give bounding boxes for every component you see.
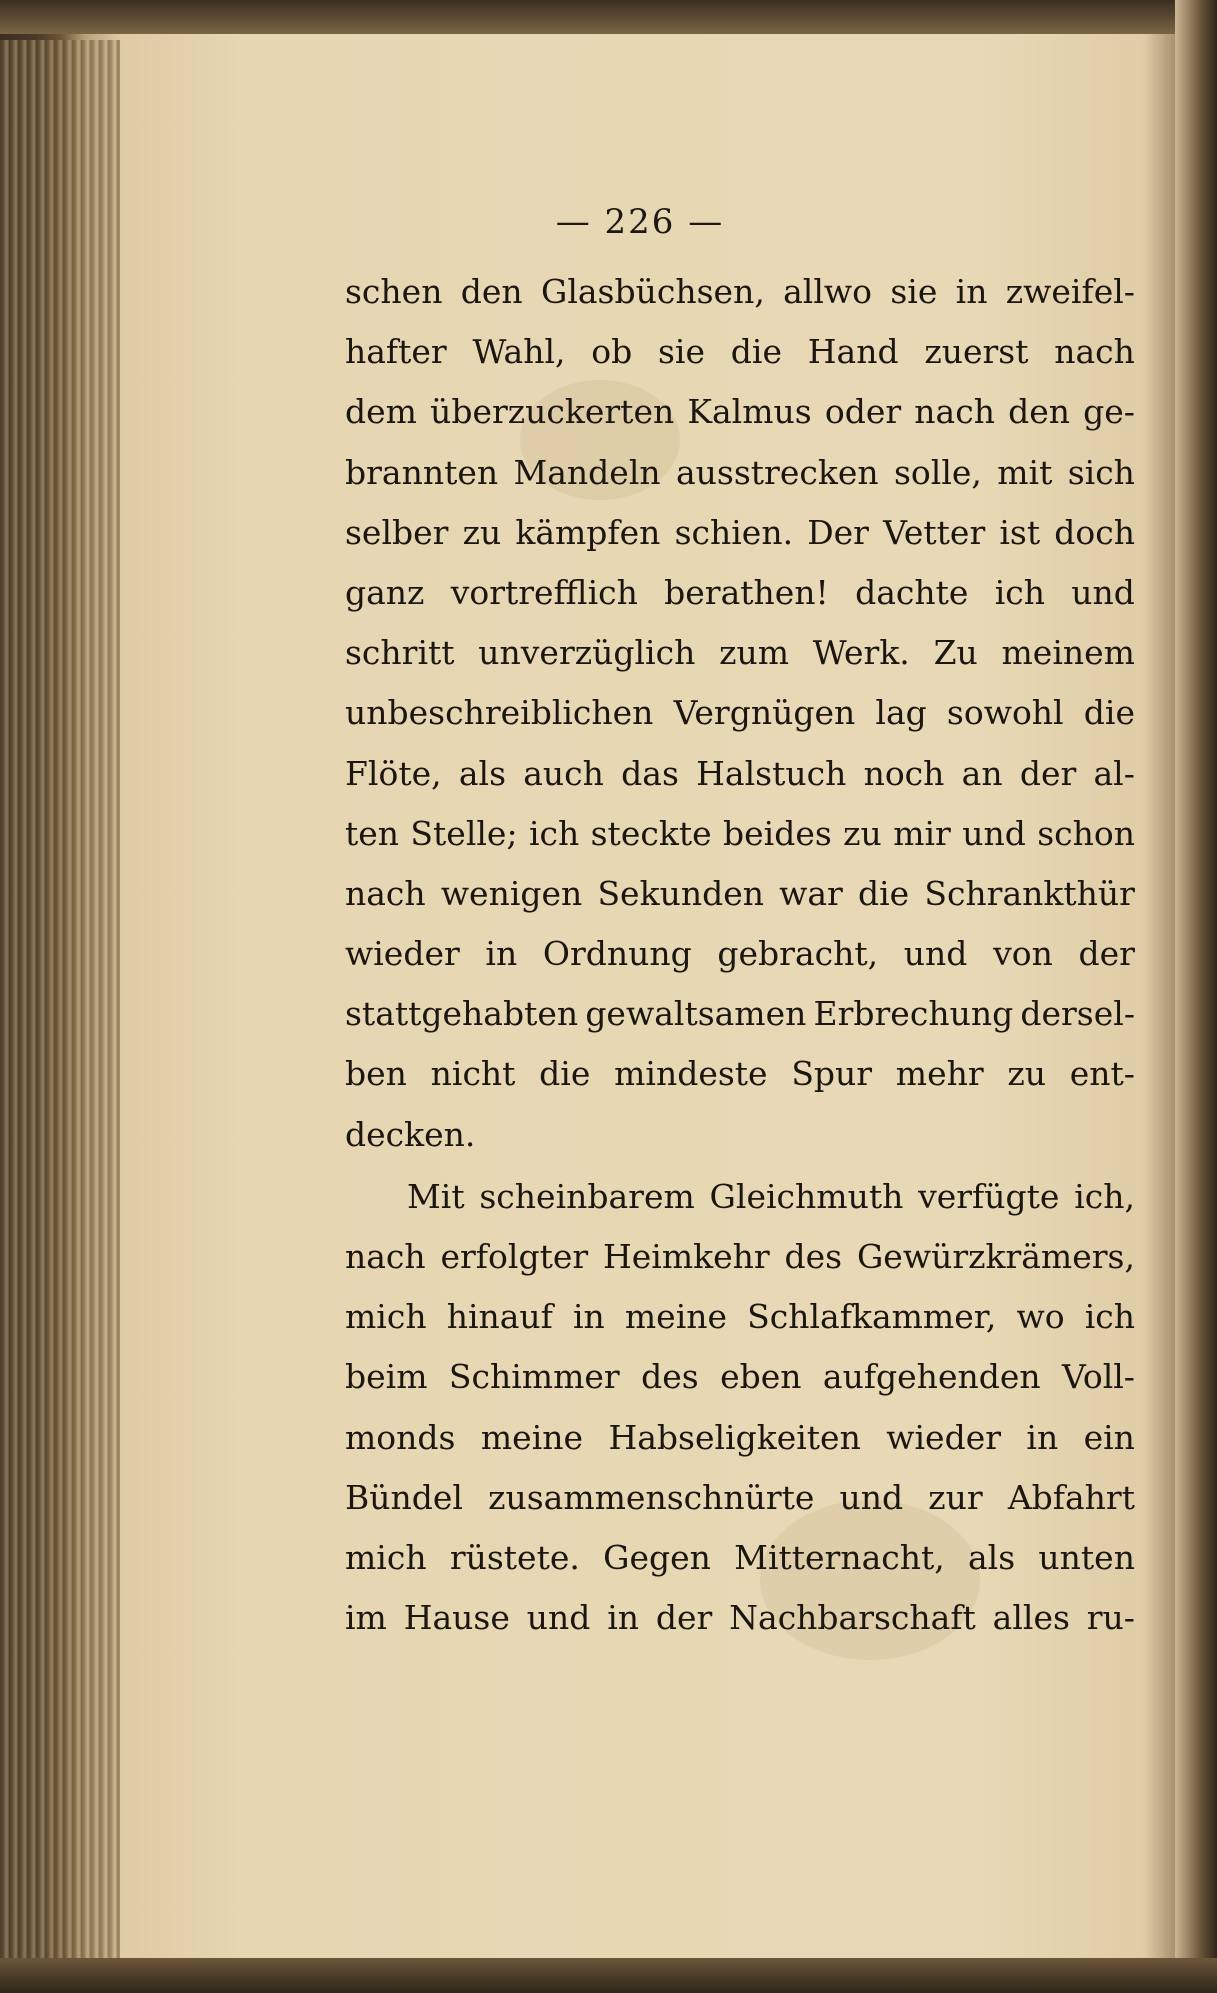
word: das (621, 753, 679, 793)
word: in (572, 1297, 605, 1337)
word: vortrefflich (450, 572, 638, 612)
word: brannten (345, 452, 499, 492)
text-line (345, 623, 1135, 683)
word: ent- (1069, 1054, 1135, 1094)
text-line (345, 1347, 1135, 1407)
word: Mit (407, 1176, 465, 1216)
word: dachte (855, 572, 969, 612)
word: mich (345, 1537, 427, 1577)
word: wenigen (440, 873, 583, 913)
text-line (345, 804, 1135, 864)
word: sowohl (946, 693, 1064, 733)
word: hinauf (446, 1297, 553, 1337)
word: noch (863, 753, 945, 793)
word: wieder (886, 1417, 1001, 1457)
word: Der (807, 512, 869, 552)
word: doch (1054, 512, 1135, 552)
word: meine (624, 1297, 728, 1337)
text-line (345, 1528, 1135, 1588)
word: ru- (1086, 1598, 1135, 1638)
word: Gegen (603, 1537, 711, 1577)
word: alles (992, 1598, 1070, 1638)
word: wieder (345, 934, 460, 974)
text-line (345, 1468, 1135, 1528)
page-stack-edge (0, 40, 120, 1970)
word: dem (345, 392, 417, 432)
word: Ordnung (542, 934, 692, 974)
word: ich (528, 813, 580, 853)
word: erfolgter (440, 1237, 589, 1276)
word: des (641, 1357, 699, 1397)
word: steckte (590, 813, 712, 853)
word: unbeschreiblichen (345, 693, 654, 733)
text-line (345, 262, 1135, 322)
binding-edge (1175, 0, 1217, 1993)
word: lag (875, 693, 927, 733)
word: den (1008, 392, 1070, 432)
word: sie (658, 332, 706, 372)
word: beides (723, 813, 832, 853)
word: des (784, 1237, 843, 1276)
word: und (962, 813, 1026, 853)
word: berathen! (664, 572, 829, 612)
word: beim (345, 1357, 428, 1397)
word: Abfahrt (1007, 1477, 1135, 1517)
word: aufgehenden (822, 1357, 1041, 1397)
text-line (345, 984, 1135, 1044)
word: Heimkehr (602, 1237, 770, 1276)
text-line (345, 1167, 1135, 1227)
word: Hause (403, 1598, 510, 1638)
word: und (1071, 572, 1135, 612)
word: ein (1083, 1417, 1135, 1457)
word: Nachbarschaft (729, 1598, 976, 1638)
word: hafter (345, 332, 447, 372)
word: Schlafkammer, (747, 1297, 997, 1337)
word: auch (523, 753, 604, 793)
word: mir (893, 813, 951, 853)
word: war (779, 873, 843, 913)
word: in (955, 272, 988, 311)
word: Sekunden (597, 873, 764, 913)
word: Habseligkeiten (608, 1417, 861, 1457)
word: Glasbüchsen, (540, 272, 765, 311)
word: zum (719, 633, 790, 673)
text-line (345, 1227, 1135, 1287)
word: gebracht, (717, 934, 879, 974)
text-line (345, 503, 1135, 563)
text-line (345, 563, 1135, 623)
word: zu (843, 813, 882, 853)
word: Gleichmuth (709, 1176, 904, 1216)
word: mehr (895, 1054, 984, 1094)
word: Vergnügen (673, 693, 856, 733)
word: Gewürzkrämers, (856, 1237, 1135, 1276)
word: als (458, 753, 507, 793)
text-line (345, 443, 1135, 503)
word: nach (345, 1237, 426, 1276)
text-line (345, 322, 1135, 382)
word: sie (890, 272, 938, 311)
word: Erbrechung (813, 994, 1014, 1034)
text-line (345, 924, 1135, 984)
word: ich (1084, 1297, 1135, 1337)
text-line (345, 683, 1135, 743)
word: monds (345, 1417, 456, 1457)
word: Mandeln (513, 452, 661, 492)
word: schen (345, 272, 443, 311)
body-text (345, 262, 1135, 1648)
word: Schimmer (448, 1357, 620, 1397)
word: meinem (1001, 633, 1135, 673)
word: zur (928, 1477, 983, 1517)
word: verfügte (918, 1176, 1060, 1216)
text-line (345, 1287, 1135, 1347)
word: nach (914, 392, 995, 432)
word: Schrankthür (924, 873, 1135, 913)
word: Stelle; (410, 813, 518, 853)
word: allwo (783, 272, 873, 311)
top-shadow (0, 0, 1217, 34)
word: ist (999, 512, 1041, 552)
word: rüstete. (449, 1537, 580, 1577)
word: zu (1007, 1054, 1047, 1094)
word: decken. (345, 1114, 476, 1154)
word: an (961, 753, 1003, 793)
word: mich (345, 1297, 427, 1337)
word: ob (591, 332, 633, 372)
word: und (903, 934, 968, 974)
word: Zu (933, 633, 978, 673)
word: die (1083, 693, 1135, 733)
word: als (967, 1537, 1016, 1577)
word: mit (997, 452, 1053, 492)
word: Voll- (1062, 1357, 1135, 1397)
word: stattgehabten (345, 994, 579, 1034)
word: Hand (807, 332, 899, 372)
word: dersel- (1020, 994, 1135, 1034)
word: Spur (791, 1054, 873, 1094)
word: in (485, 934, 518, 974)
text-line (345, 1588, 1135, 1648)
text-line (345, 1105, 1135, 1165)
word: Halstuch (696, 753, 847, 793)
text-line (345, 864, 1135, 924)
word: kämpfen (515, 512, 661, 552)
word: solle, (893, 452, 982, 492)
word: Vetter (883, 512, 986, 552)
word: überzuckerten (430, 392, 675, 432)
word: Werk. (812, 633, 910, 673)
word: nach (1054, 332, 1135, 372)
word: und (526, 1598, 591, 1638)
word: ganz (345, 572, 425, 612)
word: al- (1093, 753, 1135, 793)
word: zusammenschnürte (488, 1477, 815, 1517)
word: Flöte, (345, 753, 442, 793)
word: ben (345, 1054, 407, 1094)
word: Kalmus (687, 392, 812, 432)
word: der (655, 1598, 713, 1638)
word: wo (1016, 1297, 1065, 1337)
word: unverzüglich (478, 633, 696, 673)
word: gewaltsamen (585, 994, 807, 1034)
word: ge- (1083, 392, 1135, 432)
word: in (1026, 1417, 1059, 1457)
word: Wahl, (472, 332, 566, 372)
word: im (345, 1598, 387, 1638)
word: meine (480, 1417, 584, 1457)
word: nach (345, 873, 426, 913)
word: der (1019, 753, 1077, 793)
word: Mitternacht, (734, 1537, 945, 1577)
word: ten (345, 813, 400, 853)
word: und (839, 1477, 904, 1517)
word: zuerst (924, 332, 1029, 372)
text-line (345, 1408, 1135, 1468)
word: schon (1037, 813, 1135, 853)
text-line (345, 382, 1135, 442)
word: schritt (345, 633, 455, 673)
word: selber (345, 512, 449, 552)
word: scheinbarem (479, 1176, 695, 1216)
text-line (345, 744, 1135, 804)
word: eben (720, 1357, 802, 1397)
word: mindeste (614, 1054, 768, 1094)
word: nicht (430, 1054, 516, 1094)
word: ich, (1074, 1176, 1135, 1216)
word: zu (462, 512, 502, 552)
word: schien. (674, 512, 794, 552)
word: sich (1067, 452, 1135, 492)
word: die (857, 873, 910, 913)
word: der (1078, 934, 1135, 974)
word: ich (994, 572, 1046, 612)
word: oder (824, 392, 902, 432)
word: ausstrecken (676, 452, 879, 492)
word: den (460, 272, 523, 311)
word: unten (1038, 1537, 1135, 1577)
text-line (345, 1044, 1135, 1104)
page-number: — 226 — (555, 202, 725, 242)
word: in (607, 1598, 640, 1638)
word: die (539, 1054, 591, 1094)
word: die (730, 332, 782, 372)
word: zweifel- (1005, 272, 1135, 311)
word: Bündel (345, 1477, 463, 1517)
word: von (993, 934, 1053, 974)
bottom-shadow (0, 1958, 1217, 1993)
